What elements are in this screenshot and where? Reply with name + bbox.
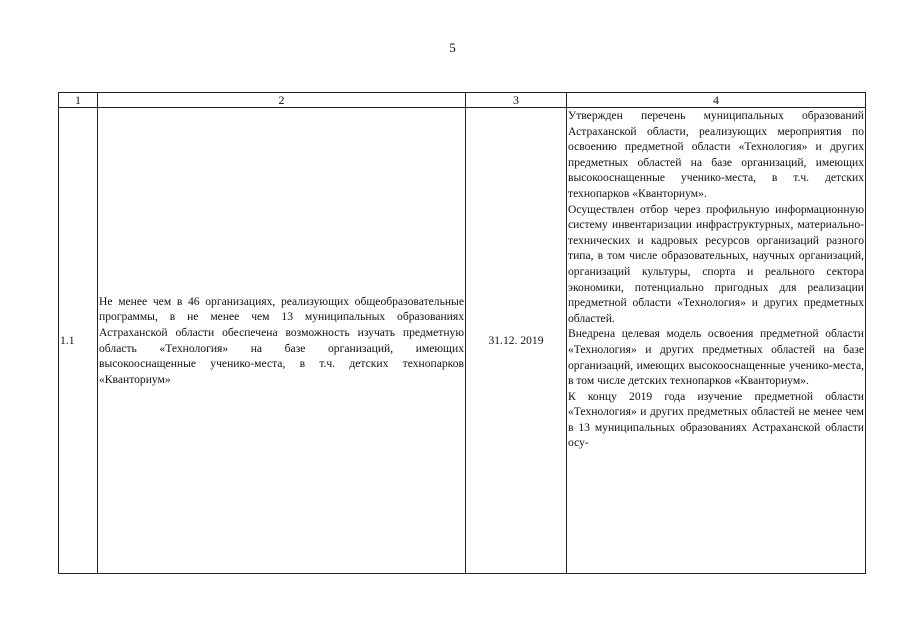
table-row xyxy=(59,108,866,574)
header-cell-2: 2 xyxy=(98,93,466,108)
row-number: 1.1 xyxy=(59,108,98,574)
header-cell-1: 1 xyxy=(59,93,98,108)
header-cell-4: 4 xyxy=(567,93,866,108)
table-header-row xyxy=(59,93,866,108)
result-paragraph-4: К концу 2019 года изучение предметной области «Технология» и других предметных областей не менее чем в 13 муниципальных образованиях Астраханской области осу- xyxy=(568,389,864,450)
row-result xyxy=(567,108,866,574)
result-paragraph-1: Утвержден перечень муниципальных образований Астраханской области, реализующих мероприятия по освоению предметной области «Технология» и других предметных областей на базе организаций, имеющих высокооснащенные ученико-места, в т.ч. детских технопарков «Кванториум». xyxy=(568,109,864,200)
page-number: 5 xyxy=(449,40,456,55)
row-date: 31.12. 2019 xyxy=(466,108,567,574)
row-description: Не менее чем в 46 организациях, реализующих общеобразовательные программы, в не менее чем 13 муниципальных образованиях Астраханской области обеспечена возможность изучать предметную область «Технология» на базе организаций, имеющих высокооснащенные ученико-места, в т.ч. детских технопарков «Кванториум» xyxy=(98,108,466,574)
header-cell-3: 3 xyxy=(466,93,567,108)
document-table xyxy=(58,92,866,574)
result-paragraph-2: Осуществлен отбор через профильную информационную систему инвентаризации инфраструктурных, материально-технических и кадровых ресурсов организаций разного типа, в том числе образовательных, научных организаций, организаций культуры, спорта и реального сектора экономики, потенциально пригодных для реализации предметной области «Технология» и других предметных областей. xyxy=(568,202,864,325)
result-paragraph-3: Внедрена целевая модель освоения предметной области «Технология» и других предметных областей на базе организаций, имеющих высокооснащенные ученико-места, в том числе детских технопарков «Кванториум». xyxy=(568,327,864,388)
